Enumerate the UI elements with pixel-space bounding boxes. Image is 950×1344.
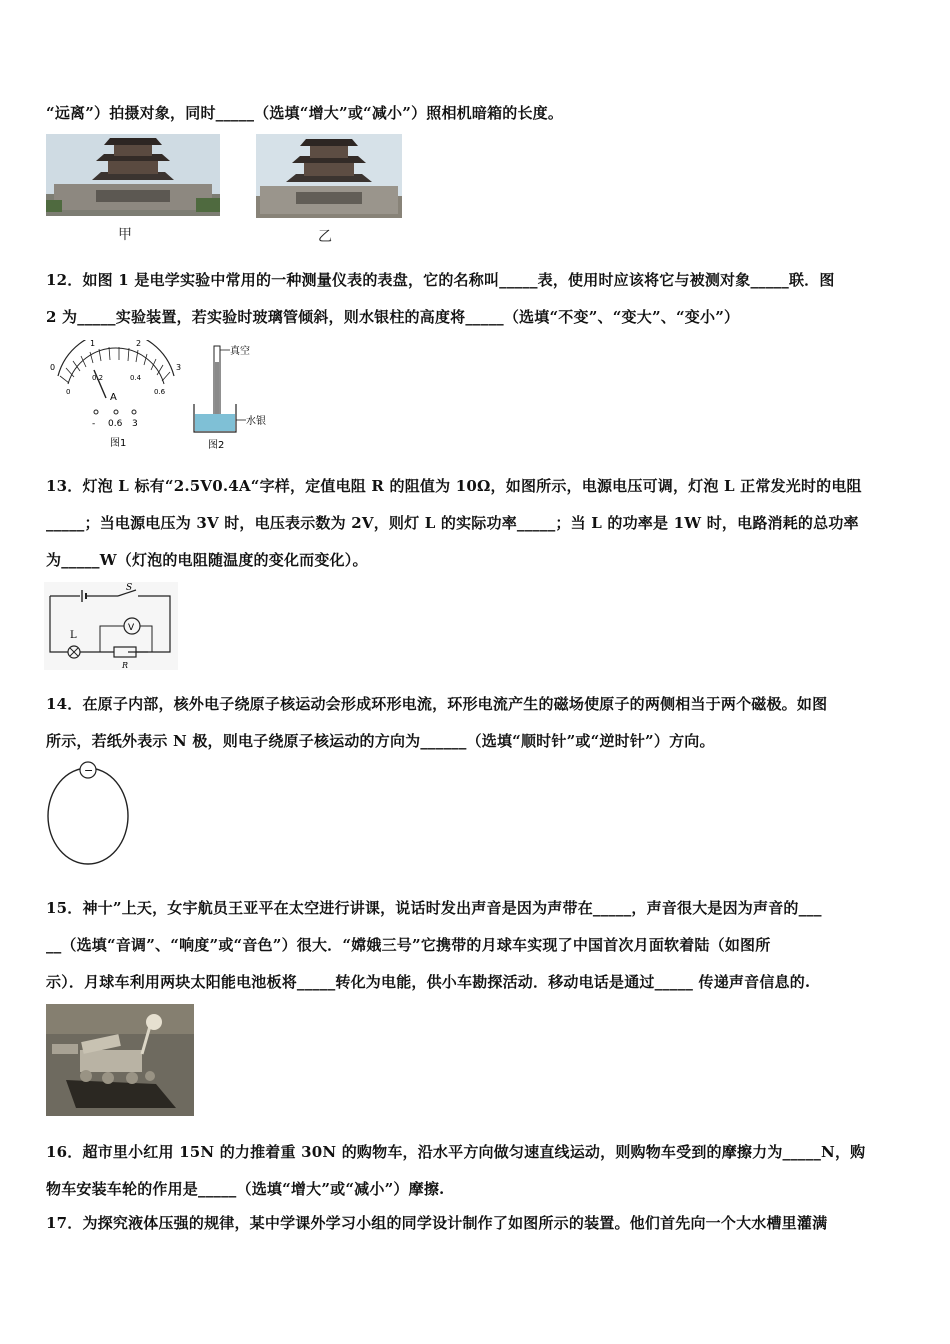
voltmeter-label: V xyxy=(128,623,135,633)
meter-subtick-3: 0.6 xyxy=(154,388,166,396)
meter-tick-0: 0 xyxy=(50,363,56,372)
terminal-3: 3 xyxy=(132,419,138,429)
q14-line2: 所示，若纸外表示 N 极，则电子绕原子核运动的方向为______（选填“顺时针”或“逆时针”）方向。 xyxy=(46,732,715,750)
q12-line1: 12．如图 1 是电学实验中常用的一种测量仪表的表盘，它的名称叫_____表，使用时应该将它与被测对象_____联．图 xyxy=(46,271,835,289)
mercury-label: 水银 xyxy=(246,416,266,427)
tower-photo-yi xyxy=(256,134,402,218)
q11-line2: “远离”）拍摄对象，同时_____（选填“增大”或“减小”）照相机暗箱的长度。 xyxy=(46,104,564,122)
q16-line2: 物车安装车轮的作用是_____（选填“增大”或“减小”）摩擦. xyxy=(46,1180,445,1198)
q17-line1: 17．为探究液体压强的规律，某中学课外学习小组的同学设计制作了如图所示的装置。他们首先向一个大水槽里灌满 xyxy=(46,1214,828,1232)
terminal-06: 0.6 xyxy=(108,419,123,429)
q13-line2: _____；当电源电压为 3V 时，电压表示数为 2V，则灯 L 的实际功率_____；当 L 的功率是 1W 时，电路消耗的总功率 xyxy=(46,514,859,532)
figure1-caption: 图1 xyxy=(110,438,127,449)
figure2-caption: 图2 xyxy=(208,440,225,451)
terminal-neg: - xyxy=(92,419,96,429)
q13-line3: 为_____W（灯泡的电阻随温度的变化而变化）。 xyxy=(46,551,368,569)
meter-tick-3: 3 xyxy=(176,363,182,372)
electron-label: − xyxy=(84,764,94,777)
q13-line1: 13．灯泡 L 标有“2.5V0.4A“字样，定值电阻 R 的阻值为 10Ω，如图所示，电源电压可调，灯泡 L 正常发光时的电阻 xyxy=(46,477,862,495)
caption-jia: 甲 xyxy=(118,227,132,243)
caption-yi: 乙 xyxy=(318,229,332,245)
q16-line1: 16．超市里小红用 15N 的力推着重 30N 的购物车，沿水平方向做匀速直线运动，则购物车受到的摩擦力为_____N，购 xyxy=(46,1143,866,1161)
lunar-rover-photo xyxy=(46,1004,194,1116)
meter-tick-2: 2 xyxy=(136,340,142,348)
meter-subtick-1: 0.2 xyxy=(92,374,104,382)
ammeter-figure xyxy=(46,340,186,452)
tower-photo-jia xyxy=(46,134,220,216)
atom-figure xyxy=(44,760,132,868)
barometer-figure xyxy=(190,340,280,452)
vacuum-label: 真空 xyxy=(230,346,250,357)
meter-subtick-0: 0 xyxy=(66,388,71,396)
lamp-label: L xyxy=(70,630,77,641)
q15-line2: __（选填“音调”、“响度”或“音色”）很大．“嫦娥三号”它携带的月球车实现了中国首次月面软着陆（如图所 xyxy=(46,936,771,954)
resistor-label: R xyxy=(122,661,129,670)
q15-line3: 示）．月球车利用两块太阳能电池板将_____转化为电能，供小车勘探活动．移动电话是通过_____ 传递声音信息的. xyxy=(46,973,811,991)
q12-line2: 2 为_____实验装置，若实验时玻璃管倾斜，则水银柱的高度将_____（选填“不变”、“变大”、“变小”） xyxy=(46,308,740,326)
meter-unit: A xyxy=(110,392,117,403)
q15-line1: 15．神十”上天，女宇航员王亚平在太空进行讲课，说话时发出声音是因为声带在_____，声音很大是因为声音的___ xyxy=(46,899,822,917)
switch-label: S xyxy=(126,583,133,593)
q14-line1: 14．在原子内部，核外电子绕原子核运动会形成环形电流，环形电流产生的磁场使原子的两侧相当于两个磁极。如图 xyxy=(46,695,828,713)
meter-tick-1: 1 xyxy=(90,340,96,348)
meter-subtick-2: 0.4 xyxy=(130,374,142,382)
circuit-figure xyxy=(44,582,178,670)
